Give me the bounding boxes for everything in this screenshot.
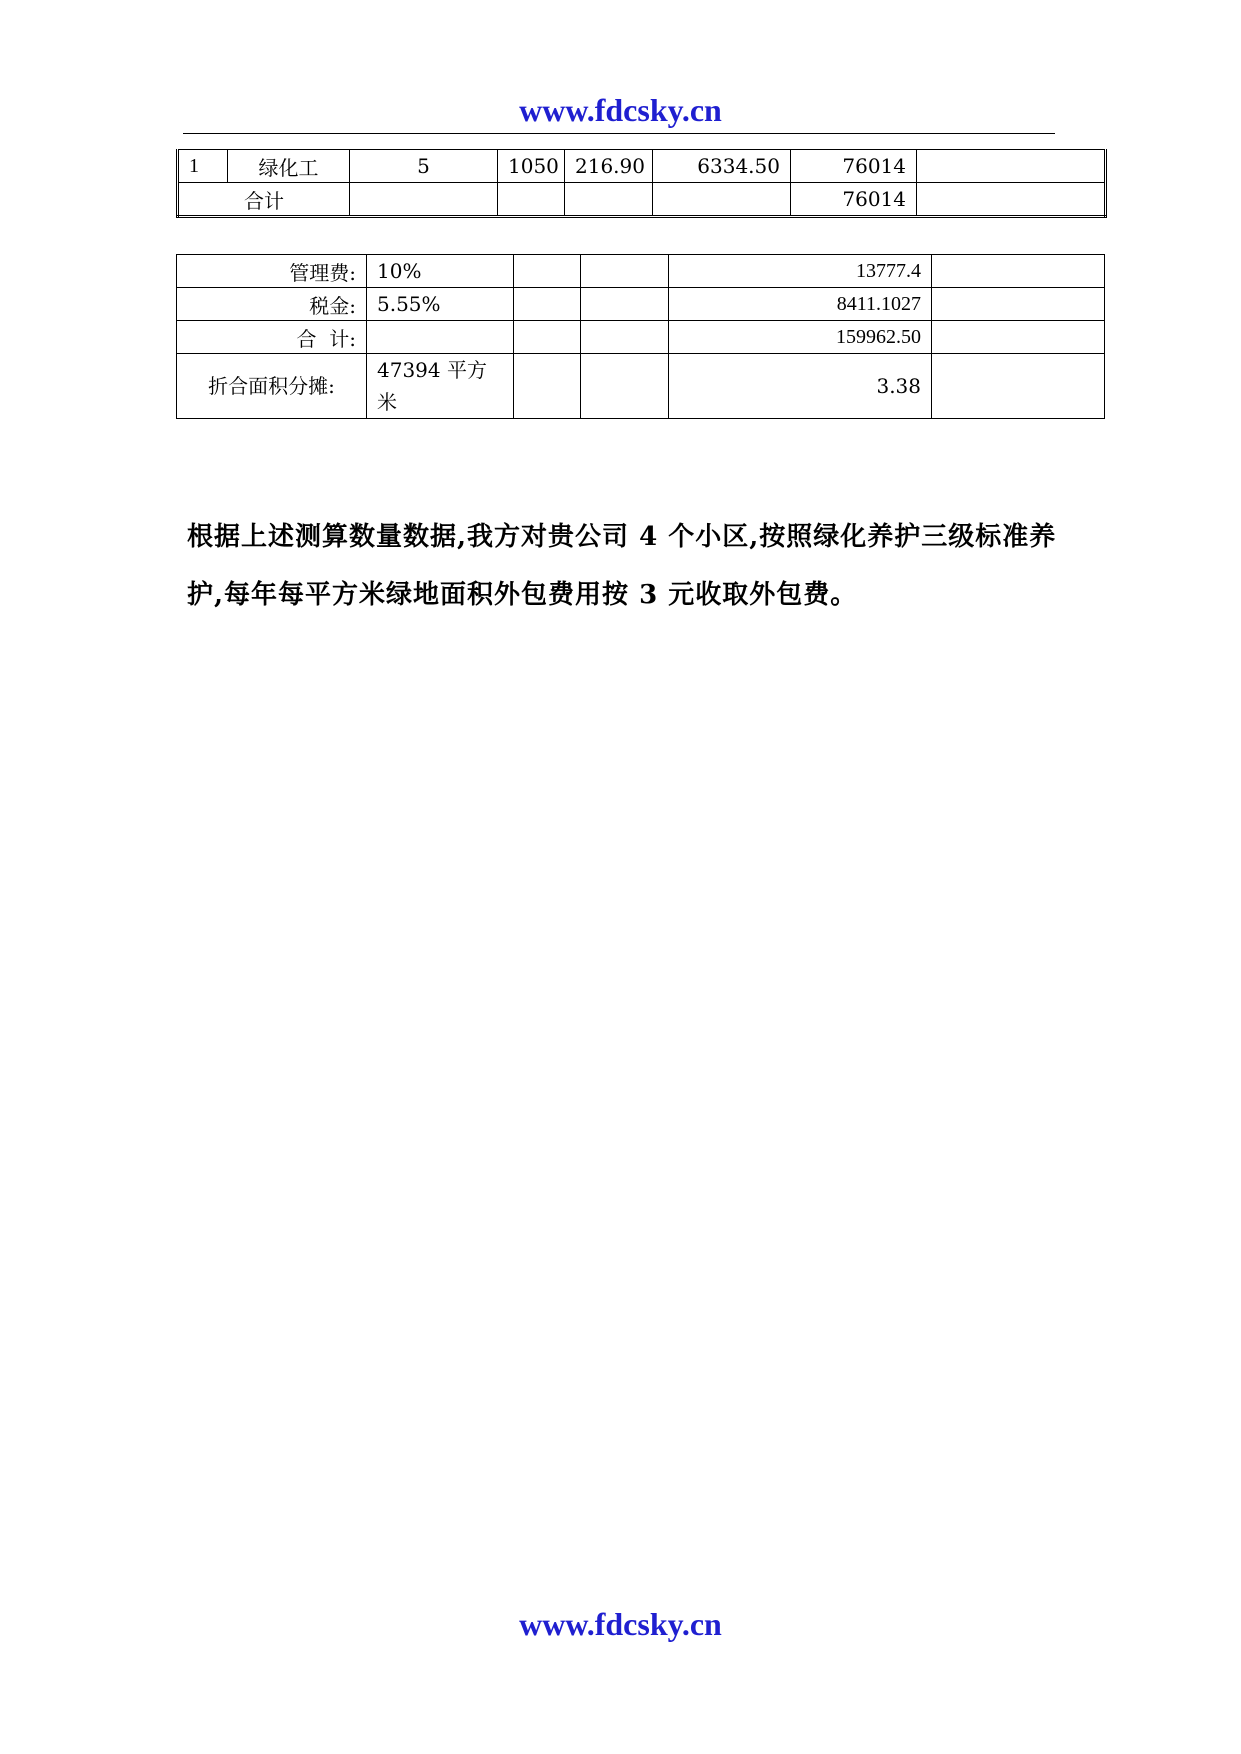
header-rule (183, 133, 1055, 134)
fee-rate: 10% (367, 255, 514, 288)
empty-cell (514, 288, 581, 321)
header-site-url: www.fdcsky.cn (519, 92, 722, 128)
table-row (177, 288, 1105, 321)
fee-label: 合 计: (177, 321, 367, 354)
empty-cell (514, 321, 581, 354)
fee-rate: 5.55% (367, 288, 514, 321)
fee-value: 8411.1027 (669, 288, 932, 321)
fee-summary-table (176, 254, 1105, 419)
empty-cell (581, 255, 669, 288)
empty-cell (565, 183, 653, 217)
empty-cell (932, 321, 1105, 354)
empty-cell (498, 183, 565, 217)
sum-label: 合计 (178, 183, 350, 217)
empty-cell (514, 255, 581, 288)
table-row-sum (178, 183, 1106, 217)
labor-cost-table (176, 149, 1107, 218)
footer-site-url: www.fdcsky.cn (519, 1606, 722, 1642)
empty-cell (581, 321, 669, 354)
empty-cell (350, 183, 498, 217)
fee-rate (367, 321, 514, 354)
row-c1: 1050 (498, 150, 565, 183)
row-count: 5 (350, 150, 498, 183)
table-row (177, 321, 1105, 354)
empty-cell (581, 354, 669, 419)
fee-rate: 47394 平方米 (367, 354, 514, 419)
fee-label: 税金: (177, 288, 367, 321)
empty-cell (581, 288, 669, 321)
fee-label: 管理费: (177, 255, 367, 288)
table-row (177, 255, 1105, 288)
row-name: 绿化工 (228, 150, 350, 183)
empty-cell (932, 288, 1105, 321)
row-no: 1 (178, 150, 228, 183)
row-c3: 6334.50 (653, 150, 791, 183)
sum-total: 76014 (791, 183, 917, 217)
table-row (177, 354, 1105, 419)
row-extra (917, 150, 1106, 183)
empty-cell (653, 183, 791, 217)
fee-value: 13777.4 (669, 255, 932, 288)
empty-cell (917, 183, 1106, 217)
row-c2: 216.90 (565, 150, 653, 183)
fee-value: 159962.50 (669, 321, 932, 354)
empty-cell (514, 354, 581, 419)
empty-cell (932, 354, 1105, 419)
row-total: 76014 (791, 150, 917, 183)
fee-value: 3.38 (669, 354, 932, 419)
summary-paragraph: 根据上述测算数量数据,我方对贵公司 4 个小区,按照绿化养护三级标准养护,每年每平方米绿地面积外包费用按 3 元收取外包费。 (187, 522, 1057, 610)
empty-cell (932, 255, 1105, 288)
fee-label: 折合面积分摊: (177, 354, 367, 419)
table-row (178, 150, 1106, 183)
